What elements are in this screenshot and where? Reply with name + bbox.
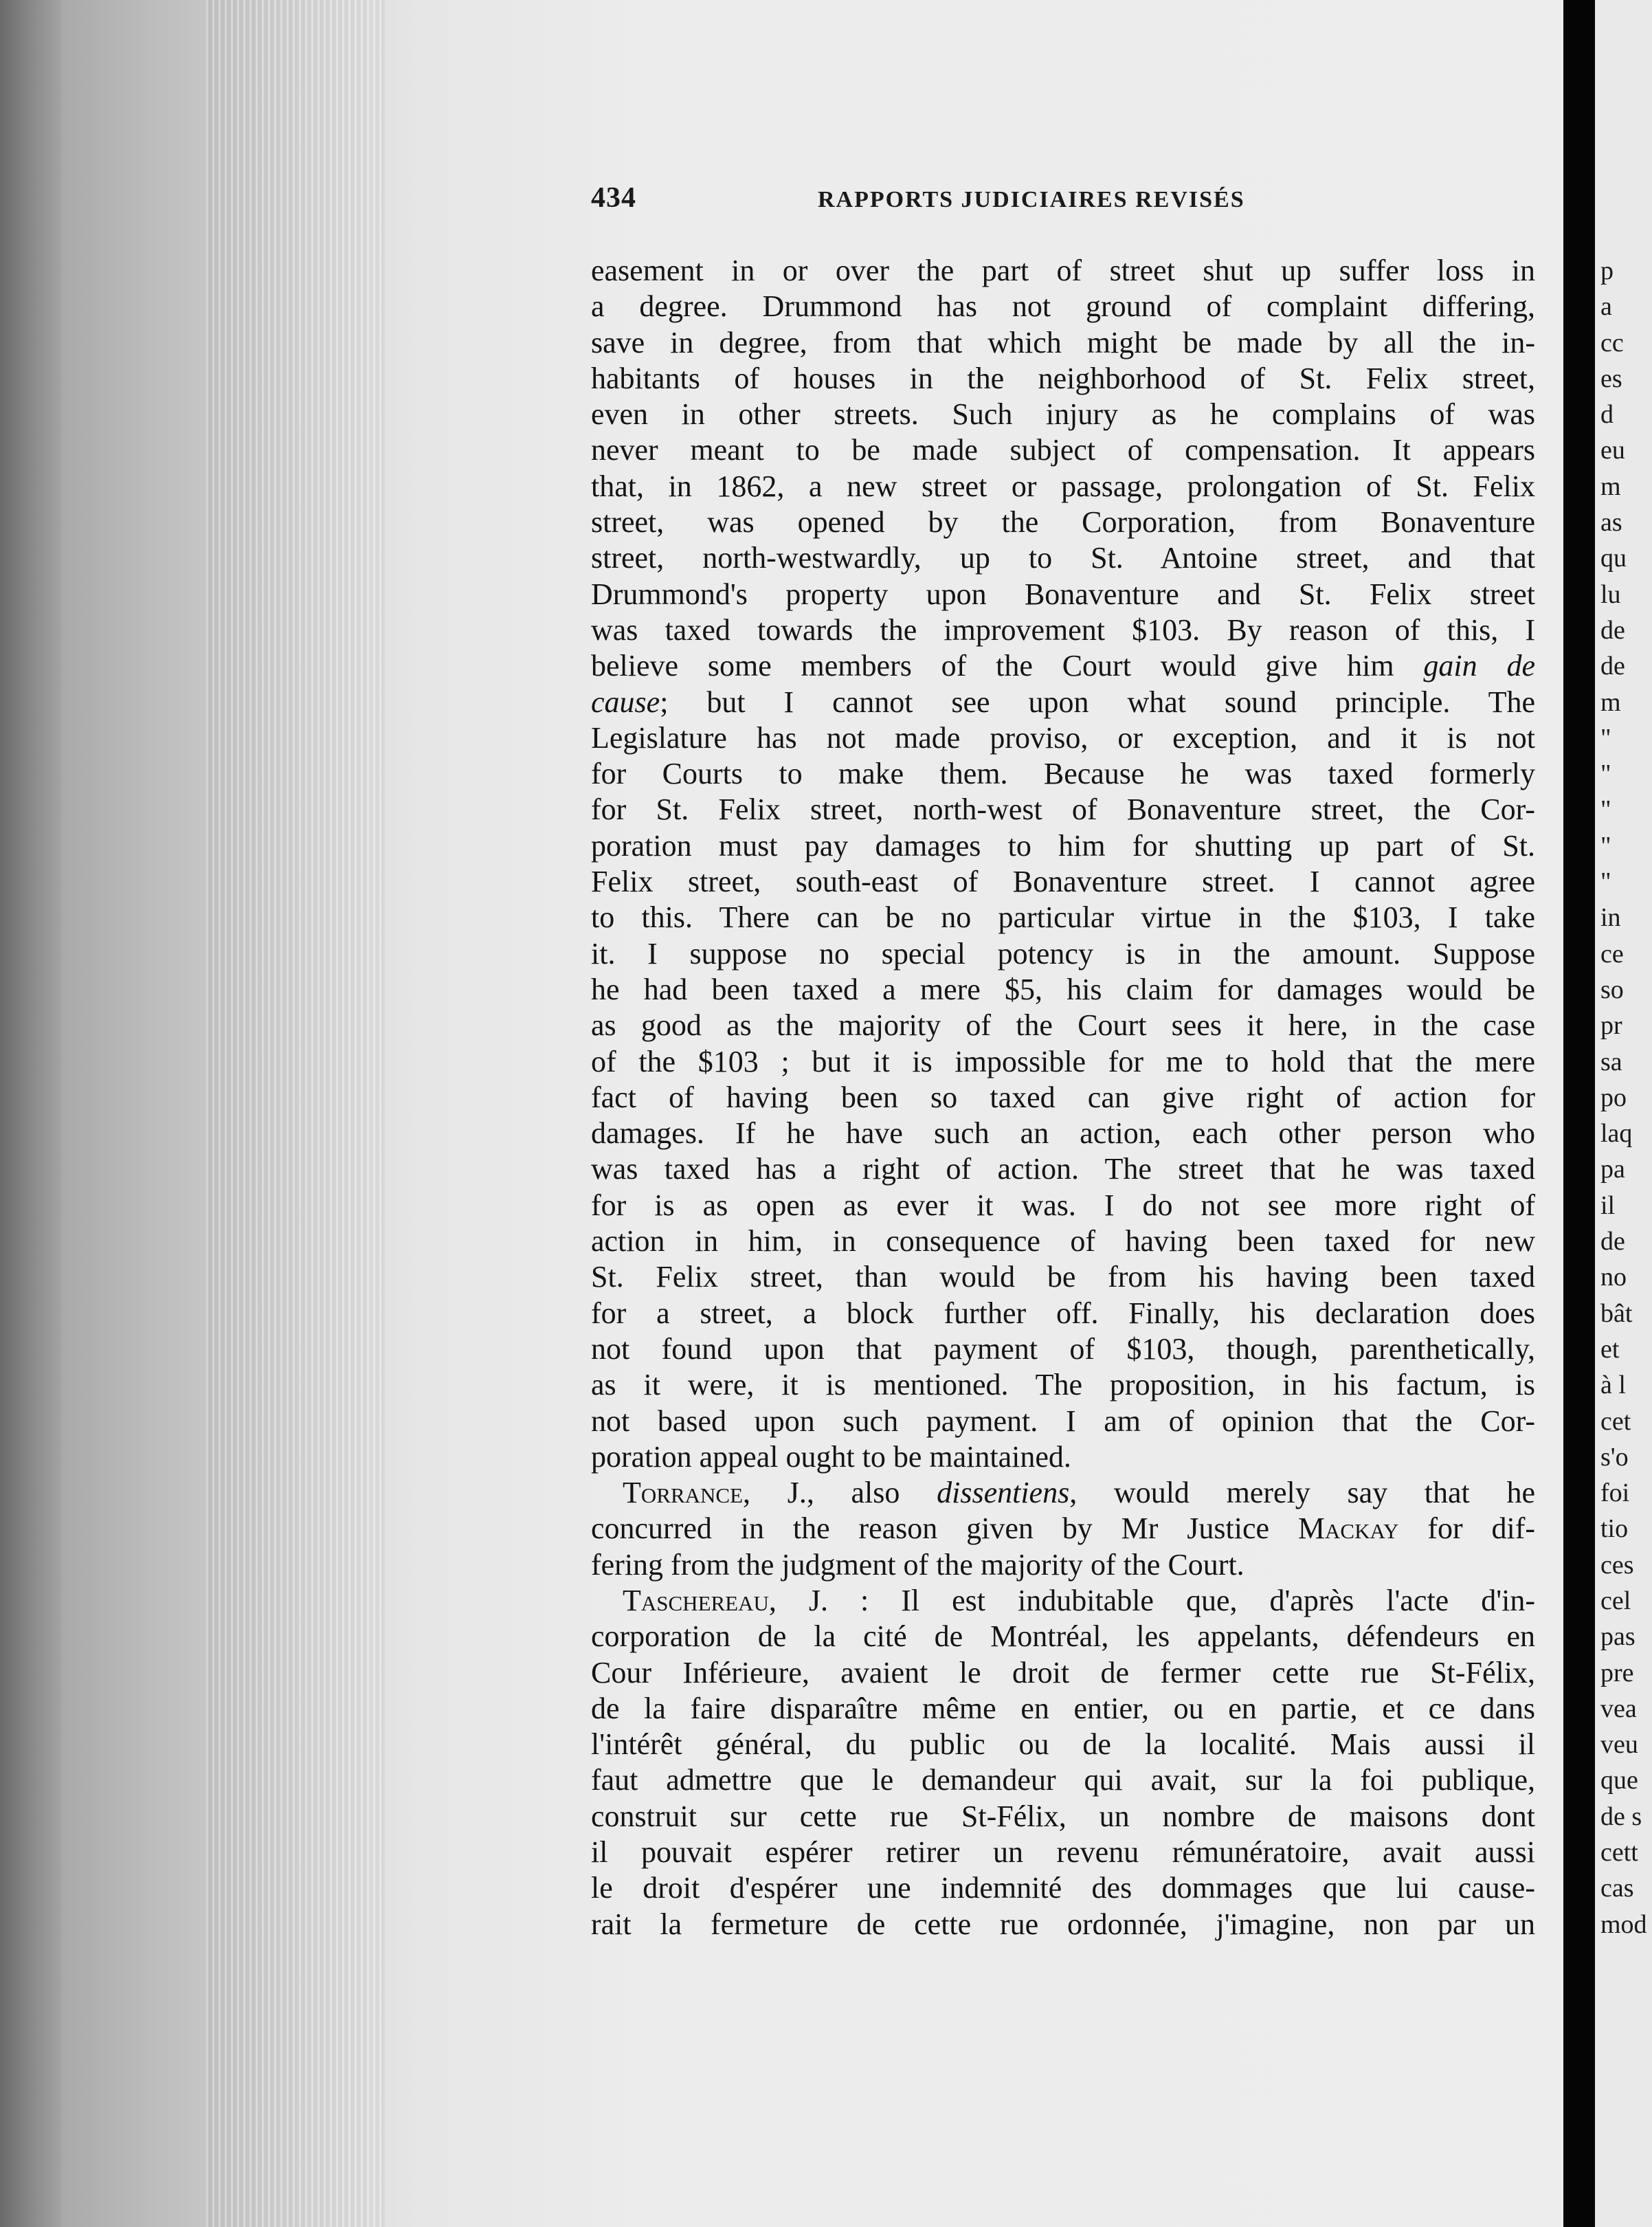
text-line: it. I suppose no special potency is in the amount. Suppose <box>591 936 1535 971</box>
text-line: Legislature has not made proviso, or exception, and it is not <box>591 720 1535 755</box>
text-line: street, was opened by the Corporation, from Bonaventure <box>591 505 1535 540</box>
page-header-title: RAPPORTS JUDICIAIRES REVISÉS <box>818 187 1245 212</box>
text-segment: ; but I cannot see upon what sound principle. The <box>660 685 1535 719</box>
text-line: even in other streets. Such injury as he complains of was <box>591 397 1535 432</box>
text-line: easement in or over the part of street shut up suffer loss in <box>591 254 1535 287</box>
text-line: action in him, in consequence of having been taxed for new <box>591 1224 1535 1259</box>
text-line: l'intérêt général, du public ou de la localité. Mais aussi il <box>591 1727 1535 1762</box>
italic-phrase: cause <box>591 685 660 719</box>
text-line: was taxed towards the improvement $103. By reason of this, I <box>591 612 1535 647</box>
text-line: as it were, it is mentioned. The proposition, in his factum, is <box>591 1368 1535 1402</box>
text-segment: for dif- <box>1427 1511 1536 1546</box>
text-line: de la faire disparaître même en entier, ou en partie, et ce dans <box>591 1691 1535 1725</box>
text-line: Drummond's property upon Bonaventure and St. Felix street <box>591 577 1535 611</box>
text-line: construit sur cette rue St-Félix, un nombre de maisons dont <box>591 1799 1535 1833</box>
text-line: fering from the judgment of the majority of the Court. <box>591 1547 1244 1582</box>
text-line: for is as open as ever it was. I do not see more right of <box>591 1188 1535 1222</box>
text-line: poration appeal ought to be maintained. <box>591 1439 1071 1474</box>
text-line: habitants of houses in the neighborhood of St. Felix street, <box>591 361 1535 395</box>
book-spine <box>1563 0 1595 2227</box>
text-line: never meant to be made subject of compensation. It appears <box>591 433 1535 467</box>
text-line: damages. If he have such an action, each other person who <box>591 1116 1535 1151</box>
facing-page-text-fragments: p a cc es d eu m as qu lu de de m " " " " " in ce so pr sa po laq pa il de no bât et à l cet s'o foi tio ces cel pas pre vea veu que de s cett cas mod <box>1600 256 1647 1939</box>
text-line: le droit d'espérer une indemnité des dommages que lui cause- <box>591 1871 1535 1905</box>
text-line: not found upon that payment of $103, though, parenthetically, <box>591 1331 1535 1366</box>
facing-page-edge <box>1595 0 1652 2227</box>
text-line: Cour Inférieure, avaient le droit de fermer cette rue St-Félix, <box>591 1655 1535 1689</box>
page-number: 434 <box>591 182 636 214</box>
text-line <box>591 1475 1535 1511</box>
text-segment: , J. : Il est indubitable que, d'après l'acte d'in- <box>768 1583 1535 1617</box>
page-edge-lines <box>206 0 385 2227</box>
text-line: he had been taxed a mere $5, his claim for damages would be <box>591 972 1535 1006</box>
text-line: street, north-westwardly, up to St. Antoine street, and that <box>591 541 1535 575</box>
text-line: for a street, a block further off. Finally, his declaration does <box>591 1296 1535 1330</box>
judge-name-taschereau: Taschereau <box>623 1583 769 1617</box>
text-line: St. Felix street, than would be from his having been taxed <box>591 1260 1535 1294</box>
italic-phrase: gain de <box>1423 649 1535 683</box>
running-head <box>591 181 1309 223</box>
text-line: faut admettre que le demandeur qui avait, sur la foi publique, <box>591 1763 1535 1797</box>
text-line: was taxed has a right of action. The street that he was taxed <box>591 1152 1535 1186</box>
text-line <box>591 685 1535 720</box>
text-segment: concurred in the reason given by Mr Justice <box>591 1511 1270 1546</box>
text-line: corporation de la cité de Montréal, les appelants, défendeurs en <box>591 1619 1535 1654</box>
text-line <box>591 1583 1535 1619</box>
text-segment: believe some members of the Court would give him <box>591 649 1394 683</box>
body-text <box>591 253 1535 1942</box>
text-line: to this. There can be no particular virtue in the $103, I take <box>591 900 1535 935</box>
text-line <box>591 1511 1535 1547</box>
text-line: not based upon such payment. I am of opinion that the Cor- <box>591 1404 1535 1438</box>
text-line: poration must pay damages to him for shutting up part of St. <box>591 828 1535 863</box>
text-line <box>591 648 1535 684</box>
text-line: rait la fermeture de cette rue ordonnée, j'imagine, non par un <box>591 1907 1535 1941</box>
text-line: of the $103 ; but it is impossible for me to hold that the mere <box>591 1044 1535 1078</box>
text-line: that, in 1862, a new street or passage, prolongation of St. Felix <box>591 469 1535 503</box>
text-line: for Courts to make them. Because he was taxed formerly <box>591 757 1535 791</box>
text-line: fact of having been so taxed can give right of action for <box>591 1080 1535 1114</box>
text-line: for St. Felix street, north-west of Bonaventure street, the Cor- <box>591 793 1535 827</box>
text-line: a degree. Drummond has not ground of complaint differing, <box>591 289 1535 324</box>
text-segment: , would merely say that he <box>1069 1476 1536 1510</box>
scan-left-edge <box>0 0 62 2227</box>
text-line: Felix street, south-east of Bonaventure street. I cannot agree <box>591 865 1535 899</box>
judge-name-mackay: Mackay <box>1297 1511 1399 1546</box>
text-line: il pouvait espérer retirer un revenu rémunératoire, avait aussi <box>591 1835 1535 1870</box>
text-line: as good as the majority of the Court sees it here, in the case <box>591 1008 1535 1043</box>
italic-phrase: dissentiens <box>937 1476 1070 1510</box>
text-segment: , J., also <box>743 1476 900 1510</box>
judge-name-torrance: Torrance <box>623 1476 744 1510</box>
text-line: save in degree, from that which might be made by all the in- <box>591 325 1535 359</box>
